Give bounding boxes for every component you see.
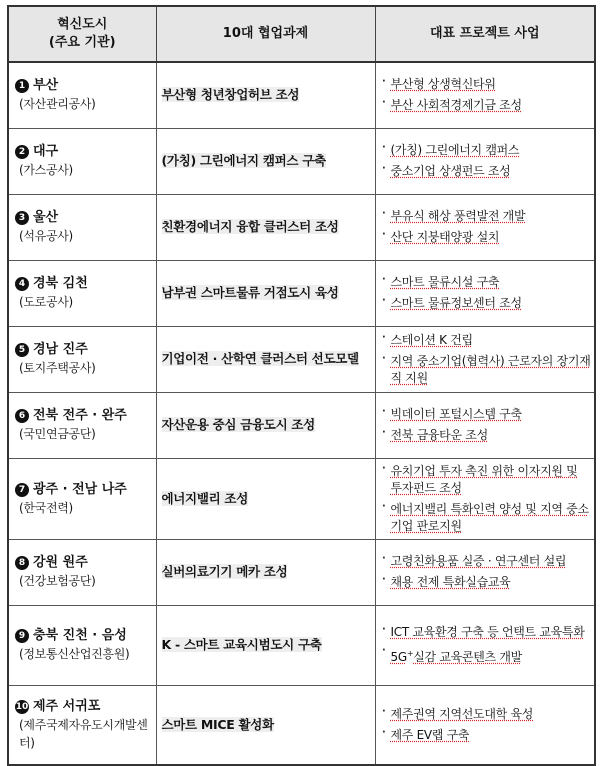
task-cell: 실버의료기기 메카 조성 xyxy=(156,539,375,605)
task-cell: 자산운용 중심 금융도시 조성 xyxy=(156,392,375,458)
list-item: · 중소기업 상생펀드 조성 xyxy=(381,163,592,180)
projects-cell xyxy=(375,605,595,685)
list-item: · 스테이션 K 건립 xyxy=(381,332,592,349)
agency-label: (석유공사) xyxy=(19,229,73,243)
city-cell: 8 강원 원주 (건강보험공단) xyxy=(8,539,156,605)
projects-cell xyxy=(375,194,595,260)
number-badge: 5 xyxy=(15,343,29,357)
list-item: · 에너지밸리 특화인력 양성 및 지역 중소기업 판로지원 xyxy=(381,501,592,535)
table-row xyxy=(8,458,595,539)
projects-cell xyxy=(375,458,595,539)
agency-label: (가스공사) xyxy=(19,163,73,177)
list-item: · 부유식 해상 풍력발전 개발 xyxy=(381,208,592,225)
list-item: · 산단 지붕태양광 설치 xyxy=(381,229,592,246)
city-cell: 2 대구 (가스공사) xyxy=(8,128,156,194)
number-badge: 3 xyxy=(15,211,29,225)
number-badge: 8 xyxy=(15,556,29,570)
city-cell: 9 충북 진천 · 음성 (정보통신산업진흥원) xyxy=(8,605,156,685)
agency-label: (정보통신산업진흥원) xyxy=(19,647,130,661)
agency-label: (토지주택공사) xyxy=(19,361,96,375)
number-badge: 7 xyxy=(15,483,29,497)
task-cell: 스마트 MICE 활성화 xyxy=(156,685,375,765)
table-row xyxy=(8,605,595,685)
header-row xyxy=(8,6,595,62)
number-badge: 2 xyxy=(15,145,29,159)
city-cell: 4 경북 김천 (도로공사) xyxy=(8,260,156,326)
number-badge: 4 xyxy=(15,277,29,291)
number-badge: 1 xyxy=(15,79,29,93)
list-item: · 부산 사회적경제기금 조성 xyxy=(381,97,592,114)
list-item: · 부산형 상생혁신타워 xyxy=(381,76,592,93)
list-item: · 고령친화용품 실증 · 연구센터 설립 xyxy=(381,553,592,570)
task-cell: 에너지밸리 조성 xyxy=(156,458,375,539)
header-projects: 대표 프로젝트 사업 xyxy=(375,6,595,62)
list-item: · 스마트 물류정보센터 조성 xyxy=(381,295,592,312)
agency-label: (국민연금공단) xyxy=(19,427,96,441)
city-cell: 6 전북 전주 · 완주 (국민연금공단) xyxy=(8,392,156,458)
list-item: · 지역 중소기업(협력사) 근로자의 장기재직 지원 xyxy=(381,353,592,387)
table-row xyxy=(8,128,595,194)
list-item: · 5G+실감 교육콘텐츠 개발 xyxy=(381,645,592,666)
number-badge: 10 xyxy=(15,701,29,712)
agency-label: (건강보험공단) xyxy=(19,574,96,588)
list-item: · 빅데이터 포털시스템 구축 xyxy=(381,406,592,423)
list-item: · 스마트 물류시설 구축 xyxy=(381,274,592,291)
header-task: 10대 협업과제 xyxy=(156,6,375,62)
agency-label: (도로공사) xyxy=(19,295,73,309)
table-row xyxy=(8,326,595,392)
list-item: · 제주권역 지역선도대학 육성 xyxy=(381,706,592,723)
list-item: · 채용 전제 특화실습교육 xyxy=(381,574,592,591)
projects-cell xyxy=(375,128,595,194)
city-cell: 10 제주 서귀포 (제주국제자유도시개발센터) xyxy=(8,685,156,765)
projects-cell xyxy=(375,326,595,392)
agency-label: (제주국제자유도시개발센터) xyxy=(19,717,148,750)
agency-label: (한국전력) xyxy=(19,500,73,515)
city-cell: 3 울산 (석유공사) xyxy=(8,194,156,260)
list-item: · 유치기업 투자 촉진 위한 이자지원 및 투자펀드 조성 xyxy=(381,463,592,497)
city-cell: 5 경남 진주 (토지주택공사) xyxy=(8,326,156,392)
list-item: · ICT 교육환경 구축 등 언택트 교육특화 xyxy=(381,624,592,641)
table-row xyxy=(8,539,595,605)
agency-label: (자산관리공사) xyxy=(19,97,96,112)
projects-cell xyxy=(375,260,595,326)
collaboration-table xyxy=(7,5,596,766)
task-cell: K - 스마트 교육시범도시 구축 xyxy=(156,605,375,685)
list-item: · (가칭) 그린에너지 캠퍼스 xyxy=(381,142,592,159)
list-item: · 전북 금융타운 조성 xyxy=(381,427,592,444)
task-cell: 남부권 스마트물류 거점도시 육성 xyxy=(156,260,375,326)
number-badge: 9 xyxy=(15,629,29,643)
city-cell: 7 광주 · 전남 나주 (한국전력) xyxy=(8,458,156,539)
task-cell: 기업이전 · 산학연 클러스터 선도모델 xyxy=(156,326,375,392)
projects-cell xyxy=(375,539,595,605)
task-cell: (가칭) 그린에너지 캠퍼스 구축 xyxy=(156,128,375,194)
header-city: 혁신도시 (주요 기관) xyxy=(8,6,156,62)
city-cell: 1 부산 (자산관리공사) xyxy=(8,62,156,128)
list-item: · 제주 EV랩 구축 xyxy=(381,727,592,744)
number-badge: 6 xyxy=(15,409,29,423)
table-row xyxy=(8,194,595,260)
table-row xyxy=(8,685,595,765)
task-cell: 친환경에너지 융합 클러스터 조성 xyxy=(156,194,375,260)
table-row xyxy=(8,260,595,326)
table-row xyxy=(8,62,595,128)
projects-cell xyxy=(375,62,595,128)
table-row xyxy=(8,392,595,458)
task-cell: 부산형 청년창업허브 조성 xyxy=(156,62,375,128)
projects-cell xyxy=(375,685,595,765)
projects-cell xyxy=(375,392,595,458)
